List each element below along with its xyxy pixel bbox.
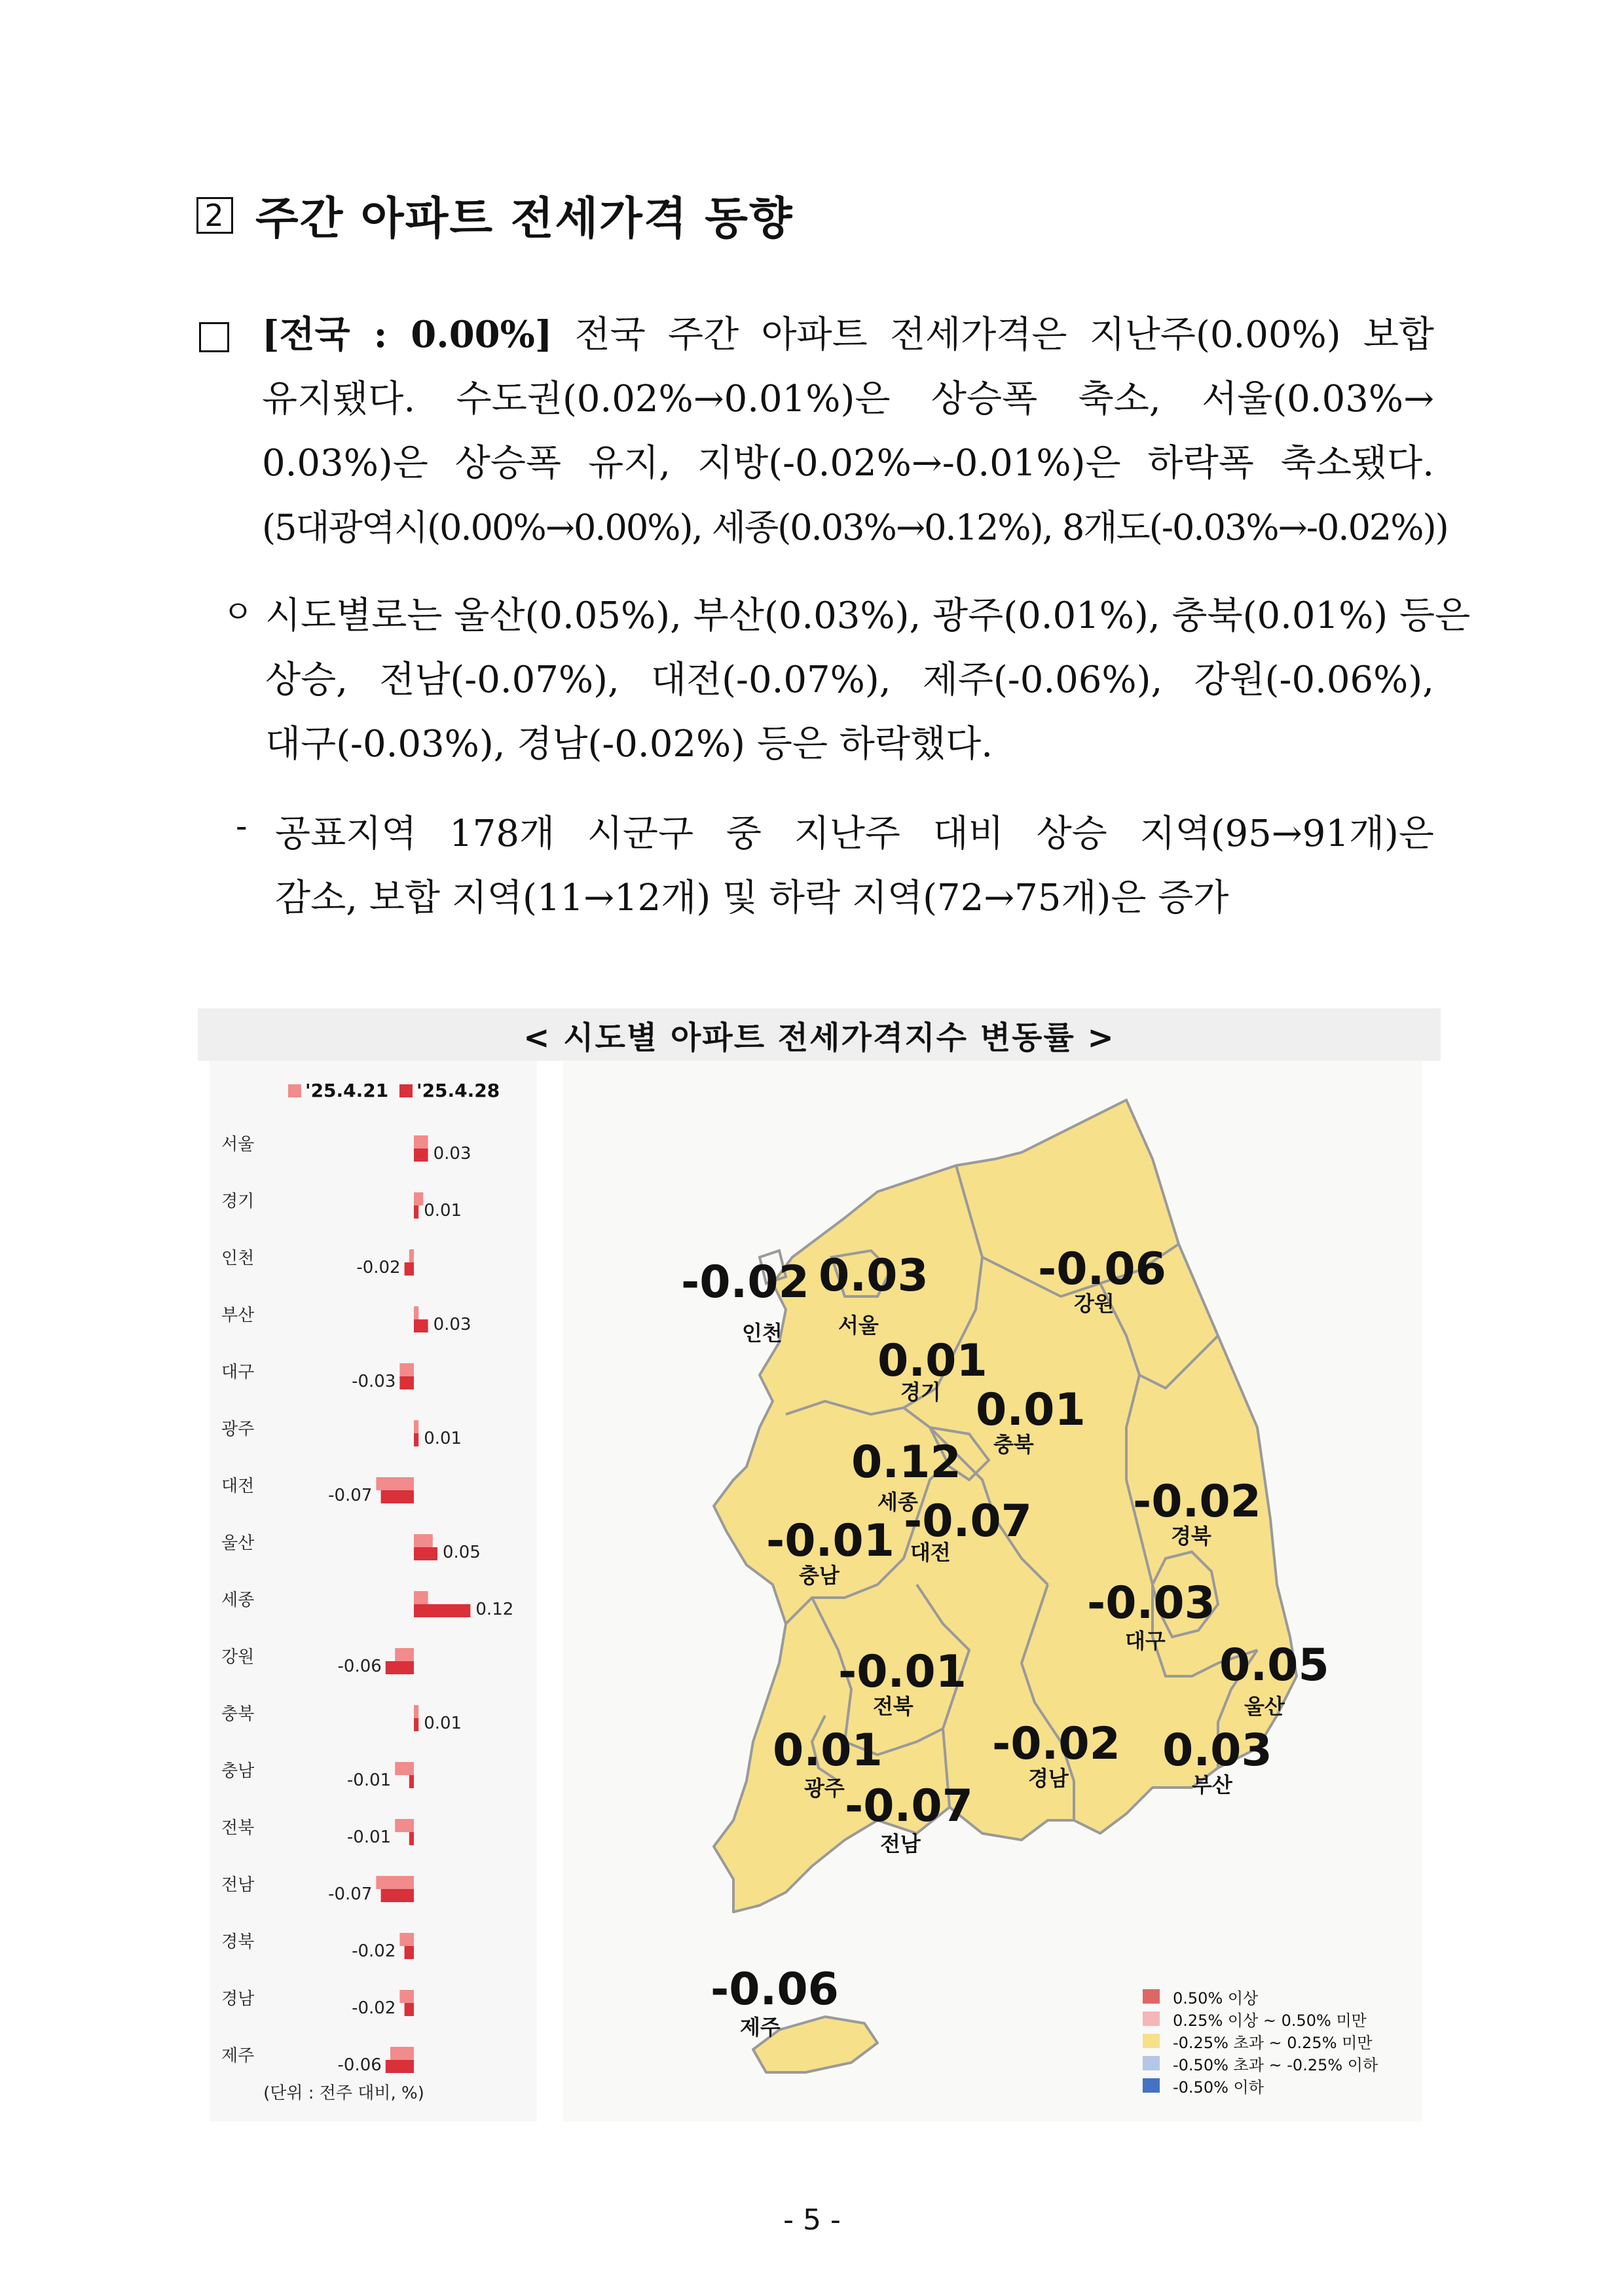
bar-prev-충북 — [414, 1705, 418, 1718]
bar-curr-충북 — [414, 1718, 418, 1731]
map-value-충북: 0.01 — [976, 1384, 1086, 1436]
map-region-name-인천: 인천 — [742, 1321, 783, 1346]
map-region-name-세종: 세종 — [877, 1490, 918, 1515]
bar-curr-광주 — [414, 1433, 418, 1446]
map-region-name-경북: 경북 — [1171, 1524, 1211, 1549]
map-value-서울: 0.03 — [819, 1250, 929, 1302]
bar-prev-광주 — [414, 1420, 418, 1433]
bar-curr-서울 — [414, 1148, 428, 1162]
bar-curr-경북 — [405, 1946, 414, 1959]
bar-curr-대구 — [399, 1376, 414, 1389]
legend-swatch — [1143, 2078, 1160, 2093]
para1-line-1 — [262, 303, 1434, 367]
bar-prev-울산 — [414, 1534, 433, 1547]
map-value-대구: -0.03 — [1087, 1577, 1215, 1629]
bar-category-label: 서울 — [221, 1135, 255, 1154]
bar-curr-전남 — [381, 1889, 414, 1902]
map-region-name-대전: 대전 — [910, 1540, 951, 1565]
bar-category-label: 인천 — [221, 1249, 255, 1268]
bar-category-label: 세종 — [221, 1590, 255, 1610]
legend-label-2: '25.4.28 — [416, 1080, 500, 1101]
bar-data-label: 0.01 — [424, 1201, 462, 1221]
bar-data-label: -0.02 — [352, 1941, 396, 1961]
bar-data-label: -0.01 — [346, 1771, 392, 1790]
legend-swatch — [1143, 2011, 1160, 2026]
bar-category-label: 부산 — [221, 1306, 255, 1325]
map-value-울산: 0.05 — [1219, 1640, 1329, 1691]
map-value-세종: 0.12 — [851, 1437, 961, 1488]
para1-line-2: 유지됐다. 수도권(0.02%→0.01%)은 상승폭 축소, 서울(0.03%→ — [262, 378, 1434, 420]
panel-title: < 시도별 아파트 전세가격지수 변동률 > — [198, 1008, 1441, 1061]
bar-curr-부산 — [414, 1319, 428, 1332]
paragraph-national — [262, 303, 1448, 560]
map-region-name-전북: 전북 — [873, 1694, 913, 1719]
national-rate-text: 전국 주간 아파트 전세가격은 지난주(0.00%) 보합 — [552, 314, 1435, 356]
legend-swatch — [1143, 2034, 1160, 2048]
bar-category-label: 충남 — [221, 1761, 255, 1781]
bar-prev-충남 — [395, 1762, 414, 1775]
bar-curr-충남 — [409, 1775, 414, 1788]
paragraph-sigungu — [275, 802, 1434, 930]
bar-prev-경북 — [399, 1933, 414, 1946]
bar-category-label: 강원 — [221, 1647, 255, 1667]
legend-swatch — [1143, 1989, 1160, 2004]
section-title-text: 주간 아파트 전세가격 동향 — [255, 193, 794, 245]
bar-curr-경기 — [414, 1205, 418, 1219]
map-value-부산: 0.03 — [1162, 1725, 1272, 1776]
bar-data-label: -0.03 — [352, 1372, 396, 1391]
bar-curr-인천 — [405, 1262, 414, 1276]
map-region-name-충남: 충남 — [799, 1563, 840, 1588]
map-region-name-제주: 제주 — [740, 2015, 781, 2040]
bar-prev-경기 — [414, 1192, 423, 1205]
bar-category-label: 전북 — [221, 1818, 255, 1838]
bar-category-label: 경남 — [221, 1989, 255, 2009]
legend-swatch-1 — [288, 1084, 301, 1097]
legend-text: -0.50% 초과 ~ -0.25% 이하 — [1173, 2055, 1378, 2074]
bar-curr-세종 — [414, 1604, 470, 1617]
map-region-name-대구: 대구 — [1125, 1628, 1166, 1653]
map-region-name-부산: 부산 — [1192, 1772, 1232, 1797]
bar-curr-울산 — [414, 1547, 437, 1560]
map-value-광주: 0.01 — [773, 1725, 883, 1776]
map-value-전남: -0.07 — [845, 1780, 973, 1832]
map-panel — [563, 1061, 1422, 2121]
legend-text: 0.50% 이상 — [1173, 1989, 1259, 2008]
bar-category-label: 충북 — [221, 1704, 255, 1724]
bar-data-label: 0.05 — [443, 1543, 481, 1562]
map-region-name-서울: 서울 — [838, 1313, 879, 1338]
map-value-대전: -0.07 — [904, 1496, 1032, 1547]
map-value-경남: -0.02 — [992, 1718, 1120, 1770]
bar-chart-panel — [210, 1061, 537, 2121]
bar-prev-대구 — [399, 1363, 414, 1376]
bar-prev-전북 — [395, 1819, 414, 1832]
bar-category-label: 광주 — [221, 1420, 255, 1439]
bar-curr-제주 — [386, 2060, 414, 2073]
bar-prev-서울 — [414, 1135, 428, 1148]
bar-category-label: 대전 — [221, 1477, 255, 1496]
bar-prev-대전 — [376, 1477, 414, 1490]
legend-item — [1143, 2030, 1378, 2052]
bar-data-label: 0.01 — [424, 1429, 462, 1448]
map-region-name-경기: 경기 — [900, 1380, 941, 1405]
map-value-인천: -0.02 — [681, 1257, 809, 1308]
bar-category-label: 울산 — [221, 1533, 255, 1553]
bar-category-label: 경기 — [221, 1192, 255, 1211]
map-legend — [1143, 1985, 1378, 2097]
map-value-강원: -0.06 — [1038, 1243, 1166, 1295]
korea-map — [563, 1061, 1422, 2121]
national-rate-label: [전국 : 0.00%] — [262, 313, 553, 356]
map-value-충남: -0.01 — [766, 1515, 895, 1567]
bar-category-label: 경북 — [221, 1932, 255, 1952]
para2-line-1: 시도별로는 울산(0.05%), 부산(0.03%), 광주(0.01%), 충북(0.01%) 등은 — [265, 595, 1471, 637]
legend-item — [1143, 1985, 1378, 2008]
bar-prev-인천 — [409, 1249, 414, 1262]
legend-label-1: '25.4.21 — [305, 1080, 389, 1101]
bar-category-label: 전남 — [221, 1875, 255, 1895]
bar-prev-강원 — [395, 1648, 414, 1661]
map-value-제주: -0.06 — [710, 1964, 839, 2015]
bar-data-label: 0.03 — [433, 1144, 471, 1164]
map-region-name-울산: 울산 — [1244, 1694, 1285, 1719]
para3-line-2: 감소, 보합 지역(11→12개) 및 하락 지역(72→75개)은 증가 — [275, 877, 1229, 919]
bar-category-label: 제주 — [221, 2046, 255, 2066]
para2-line-3: 대구(-0.03%), 경남(-0.02%) 등은 하락했다. — [265, 723, 993, 765]
section-title — [196, 183, 794, 247]
bar-data-label: -0.06 — [337, 2055, 382, 2075]
section-number: 2 — [196, 197, 233, 234]
bar-prev-제주 — [390, 2047, 414, 2060]
legend-text: -0.50% 이하 — [1173, 2078, 1264, 2097]
bar-data-label: -0.01 — [346, 1827, 392, 1847]
map-value-경북: -0.02 — [1133, 1476, 1261, 1528]
para2-line-2: 상승, 전남(-0.07%), 대전(-0.07%), 제주(-0.06%), 강원(-0.06%), — [265, 659, 1434, 701]
bar-data-label: -0.06 — [337, 1657, 382, 1676]
bar-category-label: 대구 — [221, 1363, 255, 1382]
bar-prev-전남 — [376, 1876, 414, 1889]
para1-line-4: (5대광역시(0.00%→0.00%), 세종(0.03%→0.12%), 8개도(-0.03%→-0.02%)) — [262, 507, 1448, 548]
chart-unit-note: (단위 : 전주 대비, %) — [263, 2084, 424, 2103]
legend-text: 0.25% 이상 ~ 0.50% 미만 — [1173, 2011, 1367, 2030]
page-number: - 5 - — [783, 2203, 841, 2237]
legend-item — [1143, 2074, 1378, 2097]
map-region-name-전남: 전남 — [880, 1831, 921, 1856]
map-value-전북: -0.01 — [838, 1646, 967, 1698]
bar-prev-세종 — [414, 1591, 428, 1604]
legend-swatch — [1143, 2056, 1160, 2070]
map-region-name-경남: 경남 — [1028, 1766, 1069, 1791]
square-bullet-icon — [199, 322, 229, 352]
bar-chart — [210, 1061, 537, 2121]
circle-bullet: ㅇ — [223, 594, 253, 631]
legend-item — [1143, 2008, 1378, 2030]
map-region-name-충북: 충북 — [993, 1432, 1034, 1457]
dash-bullet: - — [236, 807, 248, 846]
map-region-name-강원: 강원 — [1074, 1291, 1115, 1316]
legend-item — [1143, 2052, 1378, 2074]
bar-curr-경남 — [405, 2003, 414, 2016]
bar-prev-경남 — [399, 1990, 414, 2003]
legend-swatch-2 — [399, 1084, 413, 1097]
bar-data-label: -0.07 — [328, 1884, 373, 1904]
para1-line-3: 0.03%)은 상승폭 유지, 지방(-0.02%→-0.01%)은 하락폭 축소됐다. — [262, 442, 1434, 485]
bar-data-label: 0.03 — [433, 1315, 471, 1334]
para3-line-1: 공표지역 178개 시군구 중 지난주 대비 상승 지역(95→91개)은 — [275, 813, 1434, 855]
bar-data-label: -0.07 — [328, 1486, 373, 1505]
bar-data-label: 0.01 — [424, 1714, 462, 1733]
bar-data-label: -0.02 — [356, 1258, 401, 1277]
legend-text: -0.25% 초과 ~ 0.25% 미만 — [1173, 2033, 1373, 2052]
bar-prev-부산 — [414, 1306, 418, 1319]
bar-curr-강원 — [386, 1661, 414, 1674]
bar-curr-전북 — [409, 1832, 414, 1845]
map-region-name-광주: 광주 — [804, 1776, 845, 1801]
bar-data-label: -0.02 — [352, 1998, 396, 2018]
paragraph-regions — [265, 584, 1471, 777]
map-value-경기: 0.01 — [877, 1335, 987, 1387]
bar-data-label: 0.12 — [475, 1600, 514, 1619]
bar-curr-대전 — [381, 1490, 414, 1503]
